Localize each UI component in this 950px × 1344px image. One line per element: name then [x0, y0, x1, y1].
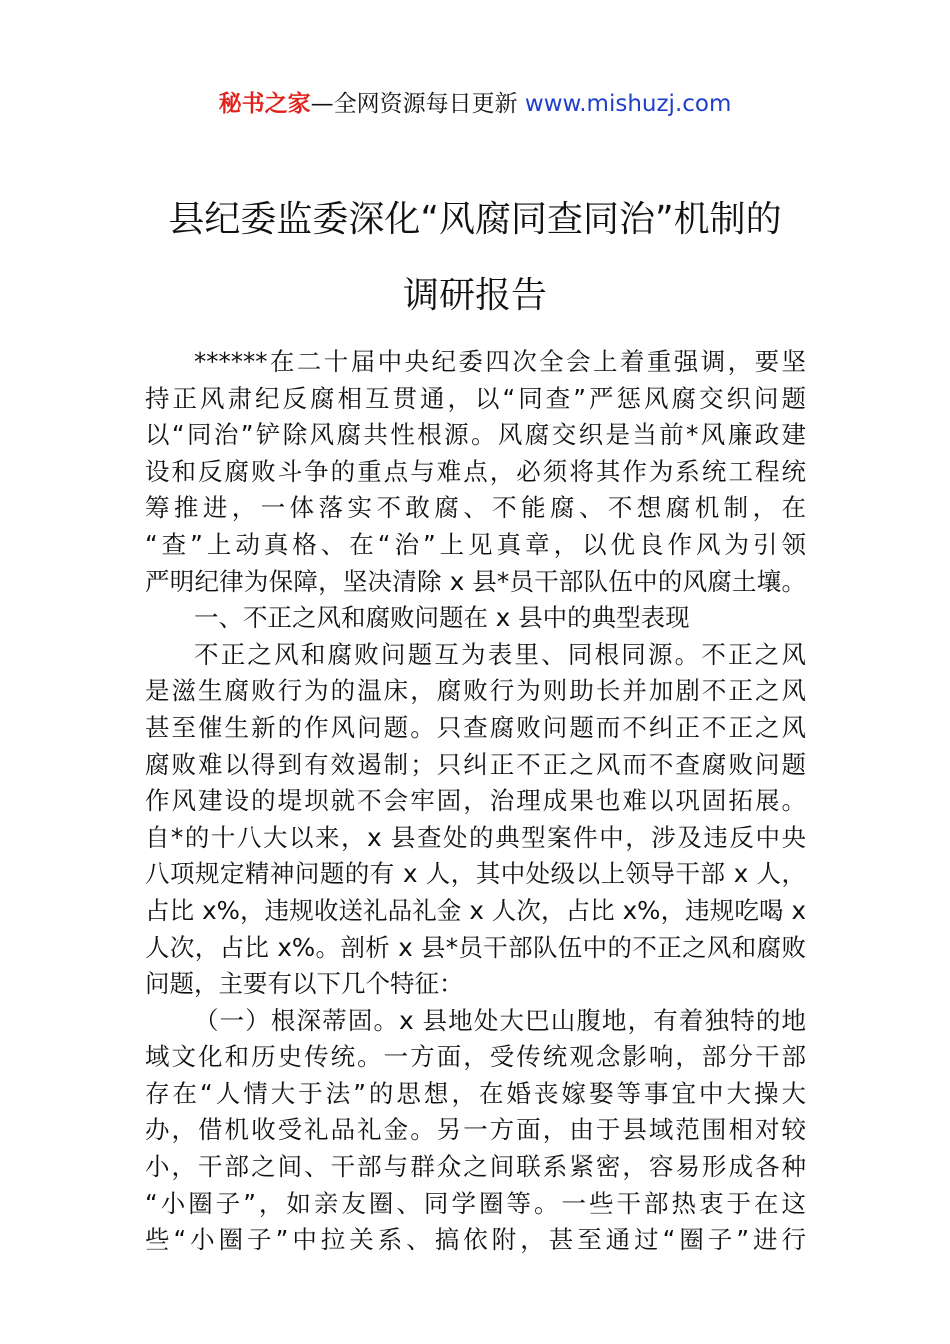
body-line: 严明纪律为保障，坚决清除 x 县*员干部队伍中的风腐土壤。: [145, 566, 806, 596]
body-line: 是滋生腐败行为的温床，腐败行为则助长并加剧不正之风: [145, 676, 806, 706]
document-body: [145, 344, 806, 1259]
title-line-1: 县纪委监委深化“风腐同查同治”机制的: [168, 199, 782, 240]
body-line: 人次，占比 x%。剖析 x 县*员干部队伍中的不正之风和腐败: [145, 932, 806, 962]
document-title: [0, 182, 950, 334]
body-line: 腐败难以得到有效遏制；只纠正不正之风而不查腐败问题: [145, 749, 806, 779]
title-line-2: 调研报告: [402, 275, 547, 316]
site-url-link[interactable]: www.mishuzj.com: [524, 91, 732, 117]
subsection-line: （一）根深蒂固。x 县地处大巴山腹地，有着独特的地: [194, 1005, 806, 1035]
body-line: 甚至催生新的作风问题。只查腐败问题而不纠正不正之风: [145, 712, 806, 742]
body-line: 八项规定精神问题的有 x 人，其中处级以上领导干部 x 人，: [145, 859, 806, 889]
body-line: “查”上动真格、在“治”上见真章，以优良作风为引领: [145, 529, 806, 559]
body-line: 占比 x%，违规收送礼品礼金 x 人次，占比 x%，违规吃喝 x: [145, 895, 806, 925]
body-line: 作风建设的堤坝就不会牢固，治理成果也难以巩固拓展。: [145, 786, 806, 816]
body-line: 些“小圈子”中拉关系、搞依附，甚至通过“圈子”进行: [145, 1225, 806, 1255]
body-line: 问题，主要有以下几个特征：: [145, 969, 464, 999]
body-line: 存在“人情大于法”的思想，在婚丧嫁娶等事宜中大操大: [145, 1078, 806, 1108]
body-line: 办，借机收受礼品礼金。另一方面，由于县域范围相对较: [145, 1115, 806, 1145]
body-line: 自*的十八大以来，x 县查处的典型案件中，涉及违反中央: [145, 822, 806, 852]
site-tagline: —全网资源每日更新: [310, 91, 525, 117]
body-line: 域文化和历史传统。一方面，受传统观念影响，部分干部: [145, 1042, 806, 1072]
body-line: 小，干部之间、干部与群众之间联系紧密，容易形成各种: [145, 1152, 806, 1182]
site-brand: 秘书之家: [218, 91, 311, 117]
body-line: 持正风肃纪反腐相互贯通，以“同查”严惩风腐交织问题: [145, 383, 806, 413]
site-header: [0, 88, 950, 120]
body-line: 筹推进，一体落实不敢腐、不能腐、不想腐机制，在: [145, 493, 806, 523]
body-line: 以“同治”铲除风腐共性根源。风腐交织是当前*风廉政建: [145, 420, 806, 450]
body-line: ******在二十届中央纪委四次全会上着重强调，要坚: [194, 347, 806, 376]
body-line: 设和反腐败斗争的重点与难点，必须将其作为系统工程统: [145, 456, 806, 486]
section-heading: 一、不正之风和腐败问题在 x 县中的典型表现: [194, 603, 690, 633]
body-line: 不正之风和腐败问题互为表里、同根同源。不正之风: [194, 639, 806, 669]
body-line: “小圈子”，如亲友圈、同学圈等。一些干部热衷于在这: [145, 1188, 806, 1218]
